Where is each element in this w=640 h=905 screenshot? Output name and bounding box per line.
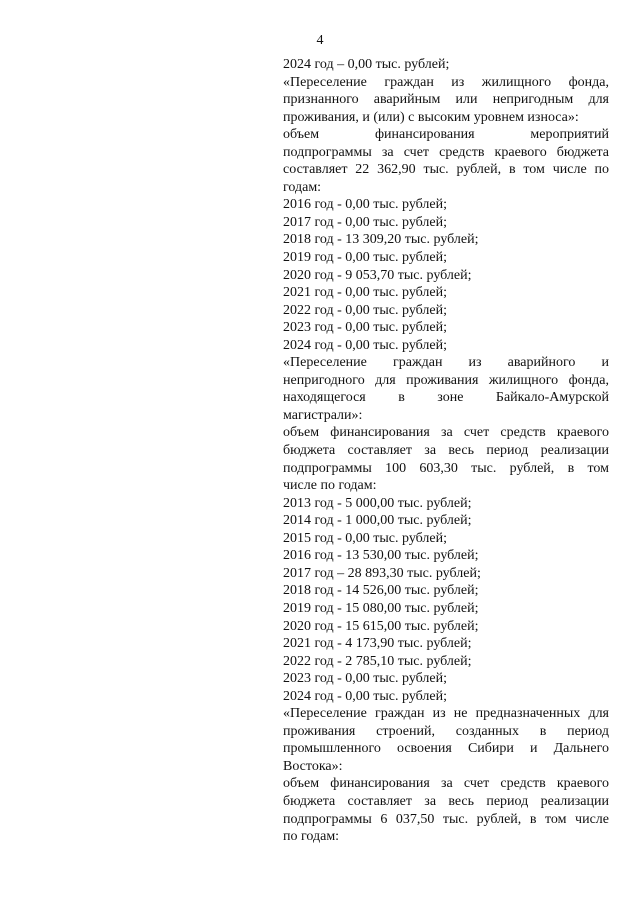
text-line: 2013 год - 5 000,00 тыс. рублей; bbox=[283, 495, 472, 511]
text-line: проживания, и (или) с высоким уровнем износа»: bbox=[283, 109, 579, 125]
text-line: объем финансирования мероприятий bbox=[283, 127, 609, 143]
text-line: 2017 год - 0,00 тыс. рублей; bbox=[283, 214, 448, 230]
text-line: «Переселение граждан из жилищного фонда, bbox=[283, 74, 609, 90]
text-line: составляет 22 362,90 тыс. рублей, в том числе по bbox=[283, 162, 609, 178]
text-line: 2022 год - 2 785,10 тыс. рублей; bbox=[283, 653, 472, 669]
text-line: 2023 год - 0,00 тыс. рублей; bbox=[283, 320, 448, 336]
text-line: 2024 год – 0,00 тыс. рублей; bbox=[283, 57, 450, 72]
text-line: 2014 год - 1 000,00 тыс. рублей; bbox=[283, 513, 472, 529]
text-line: 2016 год - 13 530,00 тыс. рублей; bbox=[283, 548, 479, 564]
text-line: 2016 год - 0,00 тыс. рублей; bbox=[283, 197, 448, 213]
text-line: 2024 год - 0,00 тыс. рублей; bbox=[283, 688, 448, 704]
text-line: 2019 год - 0,00 тыс. рублей; bbox=[283, 250, 448, 266]
text-line: 2020 год - 9 053,70 тыс. рублей; bbox=[283, 267, 472, 283]
text-line: магистрали»: bbox=[283, 407, 363, 423]
text-line: подпрограммы 100 603,30 тыс. рублей, в том bbox=[283, 460, 609, 476]
text-line: 2018 год - 13 309,20 тыс. рублей; bbox=[283, 232, 479, 248]
text-line: 2015 год - 0,00 тыс. рублей; bbox=[283, 530, 448, 546]
text-line: подпрограммы за счет средств краевого бюджета bbox=[283, 144, 609, 160]
text-line: 2022 год - 0,00 тыс. рублей; bbox=[283, 302, 448, 318]
text-line: промышленного освоения Сибири и Дальнего bbox=[283, 741, 609, 757]
text-line: 2021 год - 0,00 тыс. рублей; bbox=[283, 285, 448, 301]
text-line: находящегося в зоне Байкало-Амурской bbox=[283, 390, 609, 406]
text-line: бюджета составляет за весь период реализации bbox=[283, 793, 609, 809]
text-line: 2021 год - 4 173,90 тыс. рублей; bbox=[283, 636, 472, 652]
text-line: бюджета составляет за весь период реализации bbox=[283, 443, 609, 459]
text-line: 2018 год - 14 526,00 тыс. рублей; bbox=[283, 583, 479, 599]
text-line: 2020 год - 15 615,00 тыс. рублей; bbox=[283, 618, 479, 634]
text-line: непригодного для проживания жилищного фонда, bbox=[283, 372, 609, 388]
text-line: по годам: bbox=[283, 829, 340, 845]
text-line: объем финансирования за счет средств краевого bbox=[283, 776, 609, 792]
text-line: Востока»: bbox=[283, 758, 343, 774]
text-line: 2024 год - 0,00 тыс. рублей; bbox=[283, 337, 448, 353]
text-line: годам: bbox=[283, 179, 322, 195]
page-number: 4 bbox=[316, 33, 324, 48]
text-line: «Переселение граждан из не предназначенных для bbox=[283, 706, 609, 722]
text-line: числе по годам: bbox=[283, 478, 377, 494]
text-line: объем финансирования за счет средств краевого bbox=[283, 425, 609, 441]
text-line: 2017 год – 28 893,30 тыс. рублей; bbox=[283, 565, 481, 581]
text-line: 2019 год - 15 080,00 тыс. рублей; bbox=[283, 600, 479, 616]
document-text-block bbox=[283, 56, 609, 846]
text-line: «Переселение граждан из аварийного и bbox=[283, 355, 609, 371]
text-line: признанного аварийным или непригодным для bbox=[283, 92, 609, 108]
text-line: проживания строений, созданных в период bbox=[283, 723, 609, 739]
text-line: подпрограммы 6 037,50 тыс. рублей, в том числе bbox=[283, 811, 609, 827]
text-line: 2023 год - 0,00 тыс. рублей; bbox=[283, 671, 448, 687]
